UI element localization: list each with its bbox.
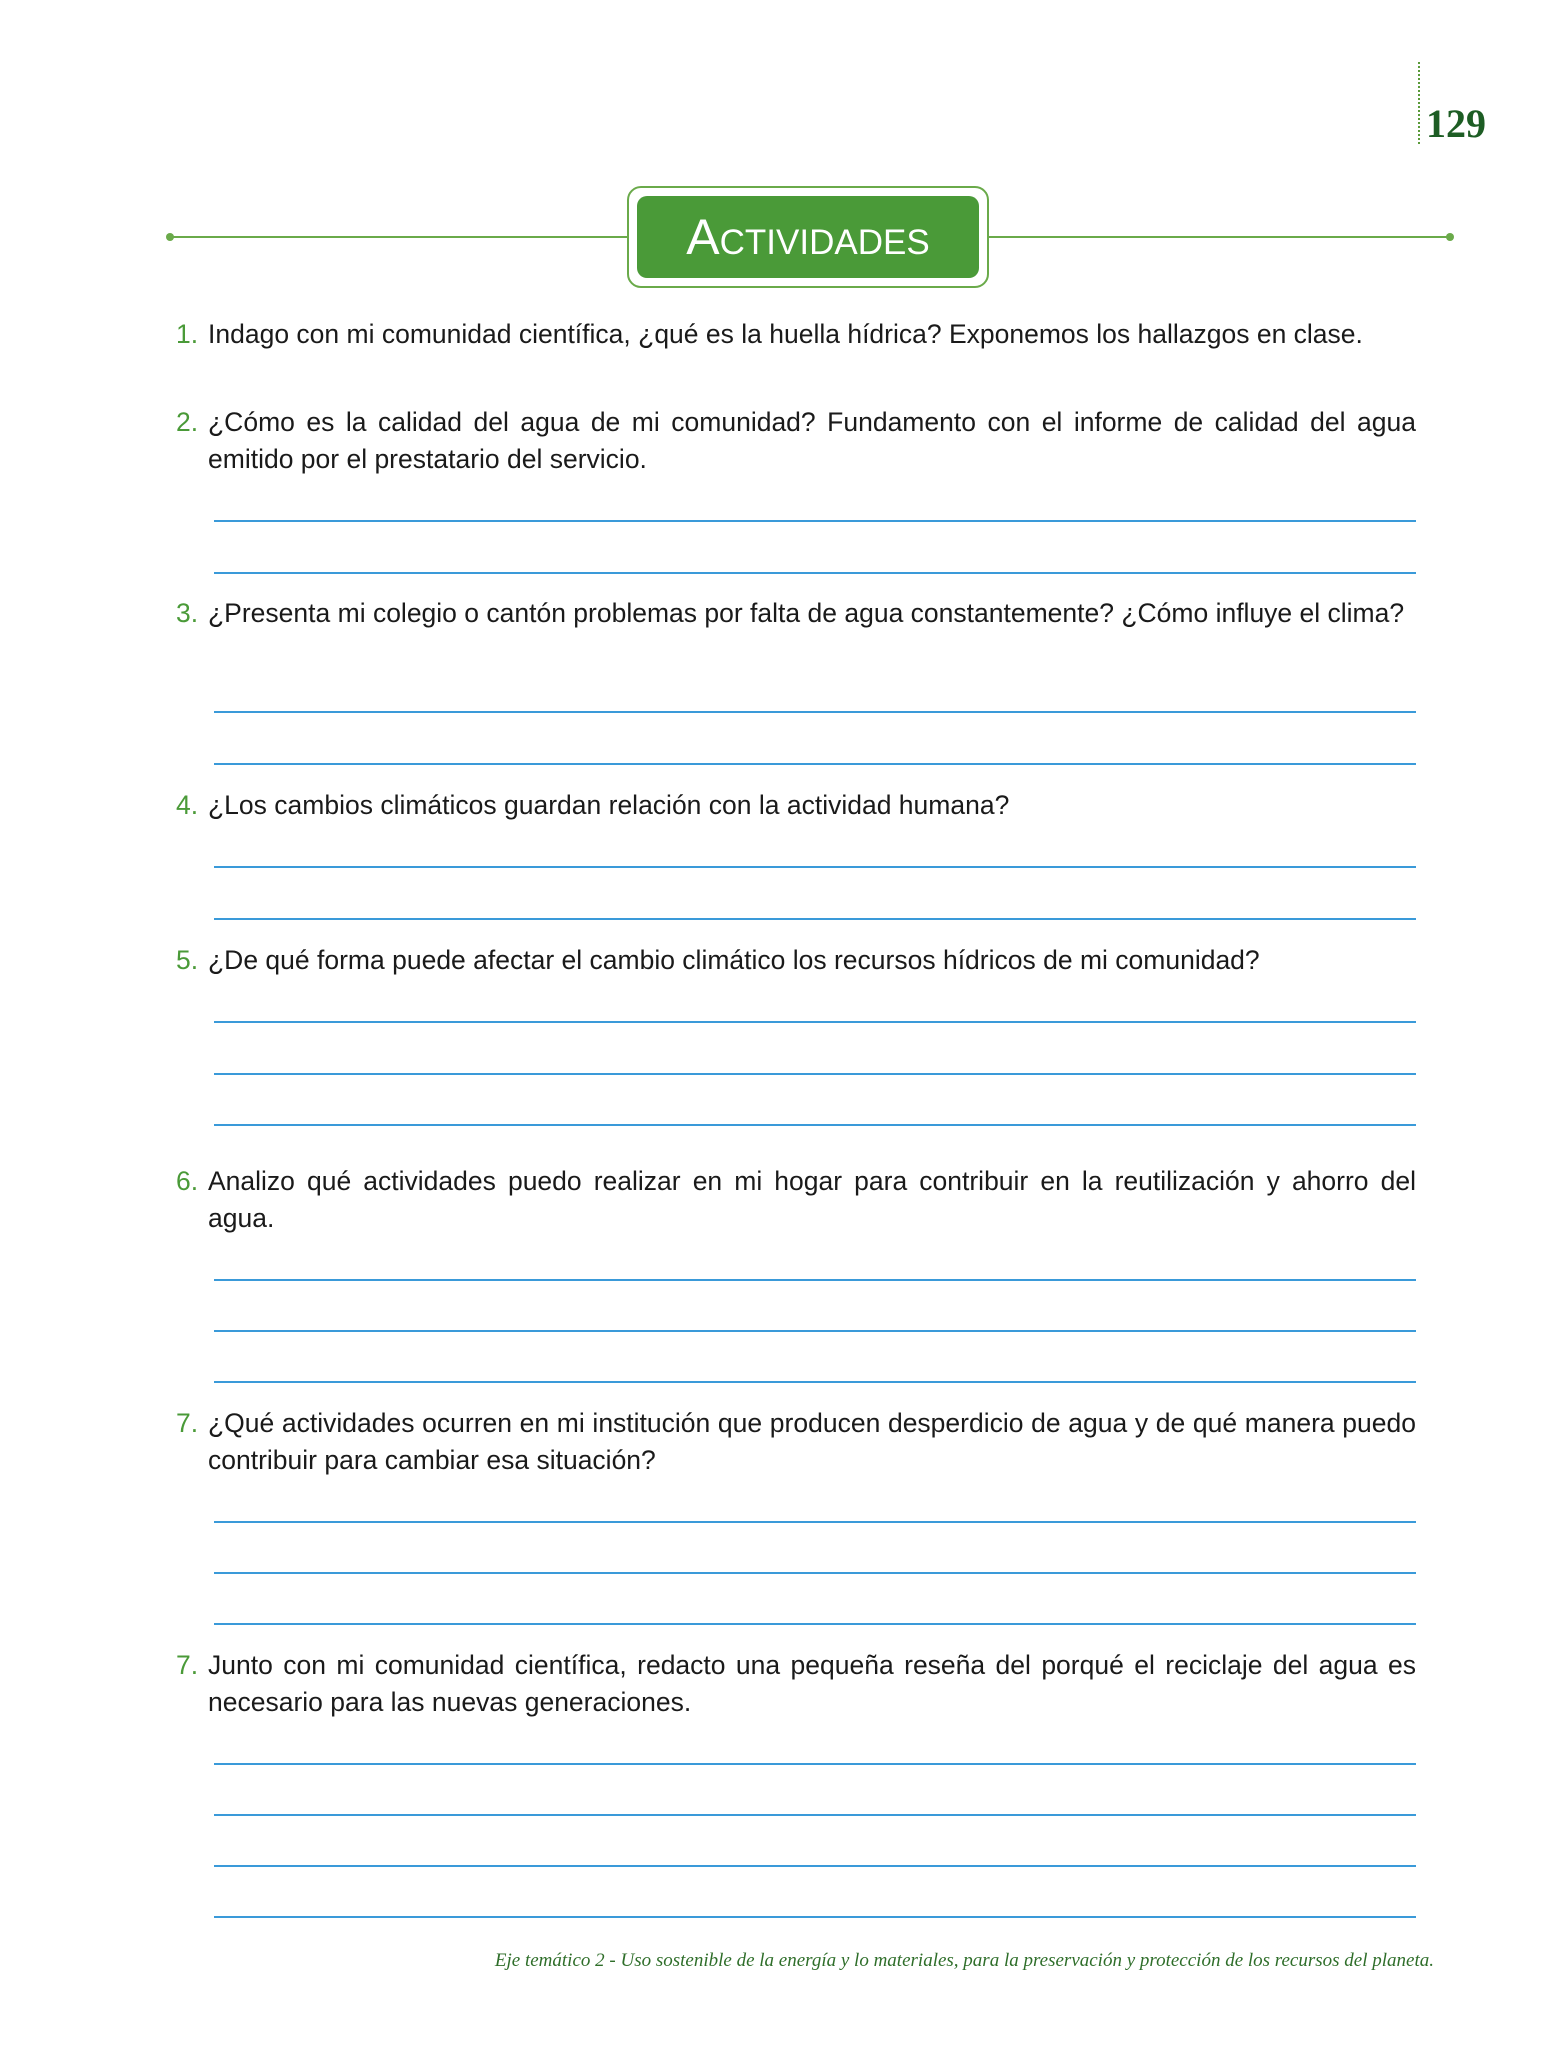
answer-line[interactable]	[214, 1623, 1416, 1625]
question-number: 7.	[176, 1408, 199, 1438]
answer-line[interactable]	[214, 1279, 1416, 1281]
answer-line[interactable]	[214, 763, 1416, 765]
question-3	[176, 595, 1416, 632]
question-5	[176, 942, 1416, 979]
question-text: ¿Los cambios climáticos guardan relación con la actividad humana?	[208, 790, 1010, 820]
question-number: 5.	[176, 945, 199, 975]
page-footer: Eje temático 2 - Uso sostenible de la energía y lo materiales, para la preservación y protección de los recursos del planeta.	[494, 1950, 1434, 1971]
answer-line[interactable]	[214, 1916, 1416, 1918]
rule-end-dot-left	[166, 233, 174, 241]
question-text: ¿Cómo es la calidad del agua de mi comunidad? Fundamento con el informe de calidad del agua emitido por el prestatario del servicio.	[208, 407, 1416, 474]
question-number: 7.	[176, 1650, 199, 1680]
question-text: ¿Presenta mi colegio o cantón problemas por falta de agua constantemente? ¿Cómo influye el clima?	[208, 598, 1405, 628]
title-badge	[627, 186, 989, 288]
question-text: ¿De qué forma puede afectar el cambio climático los recursos hídricos de mi comunidad?	[208, 945, 1260, 975]
question-4	[176, 787, 1416, 824]
answer-line[interactable]	[214, 572, 1416, 574]
answer-line[interactable]	[214, 520, 1416, 522]
question-8	[176, 1647, 1416, 1721]
question-number: 6.	[176, 1166, 199, 1196]
question-1	[176, 316, 1416, 353]
answer-line[interactable]	[214, 1021, 1416, 1023]
question-text: Analizo qué actividades puedo realizar en mi hogar para contribuir en la reutilización y ahorro del agua.	[208, 1166, 1416, 1233]
question-text: ¿Qué actividades ocurren en mi institución que producen desperdicio de agua y de qué manera puedo contribuir para cambiar esa situación?	[208, 1408, 1416, 1475]
answer-line[interactable]	[214, 866, 1416, 868]
answer-line[interactable]	[214, 1763, 1416, 1765]
question-6	[176, 1163, 1416, 1237]
question-number: 3.	[176, 598, 199, 628]
answer-line[interactable]	[214, 1865, 1416, 1867]
answer-line[interactable]	[214, 1124, 1416, 1126]
answer-line[interactable]	[214, 1073, 1416, 1075]
answer-line[interactable]	[214, 1814, 1416, 1816]
page-number-divider	[1418, 62, 1420, 144]
page-title: Actividades	[637, 196, 979, 278]
question-number: 1.	[176, 319, 199, 349]
question-number: 2.	[176, 407, 199, 437]
answer-line[interactable]	[214, 711, 1416, 713]
answer-line[interactable]	[214, 1330, 1416, 1332]
rule-end-dot-right	[1446, 233, 1454, 241]
answer-line[interactable]	[214, 1381, 1416, 1383]
page-number: 129	[1426, 101, 1486, 146]
question-2	[176, 404, 1416, 478]
question-text: Junto con mi comunidad científica, redacto una pequeña reseña del porqué el reciclaje del agua es necesario para las nuevas generaciones.	[208, 1650, 1416, 1717]
question-number: 4.	[176, 790, 199, 820]
answer-line[interactable]	[214, 1572, 1416, 1574]
question-7	[176, 1405, 1416, 1479]
answer-line[interactable]	[214, 918, 1416, 920]
answer-line[interactable]	[214, 1521, 1416, 1523]
question-text: Indago con mi comunidad científica, ¿qué es la huella hídrica? Exponemos los hallazgos en clase.	[208, 319, 1363, 349]
